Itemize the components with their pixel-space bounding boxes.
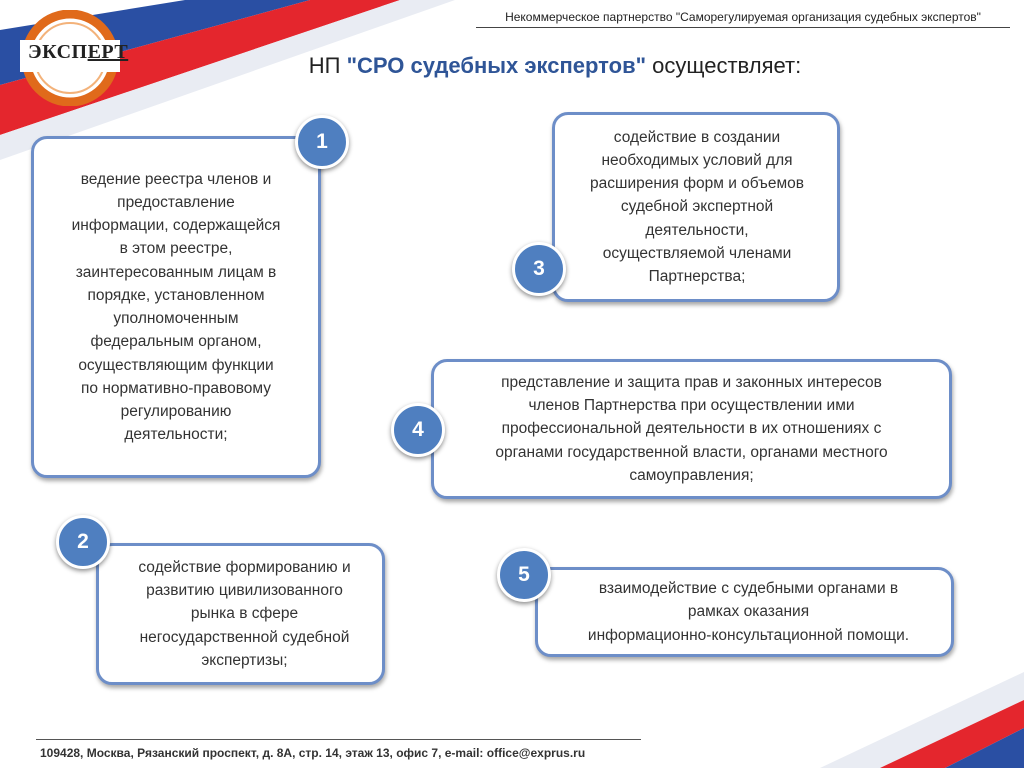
item-card-5-text: взаимодействие с судебными органами в рамках оказания информационно-консультационной помощи. xyxy=(587,580,910,644)
item-card-2-text: содействие формированию и развитию цивилизованного рынка в сфере негосударственной судебной экспертизы; xyxy=(138,558,351,669)
item-card-1 xyxy=(31,136,321,478)
item-card-3 xyxy=(552,112,840,302)
page-title: НП "СРО судебных экспертов" осуществляет: xyxy=(308,53,802,78)
footer-address: 109428, Москва, Рязанский проспект, д. 8А, стр. 14, этаж 13, офис 7, e-mail: office@exprus.ru xyxy=(40,746,586,760)
item-number-badge-5: 5 xyxy=(497,548,551,602)
item-card-3-text: содействие в создании необходимых условий для расширения форм и объемов судебной экспертной деятельности, осуществляемой членами Партнерства; xyxy=(590,128,804,286)
item-number-badge-2: 2 xyxy=(56,515,110,569)
item-number-badge-3: 3 xyxy=(512,242,566,296)
item-card-5 xyxy=(535,567,954,657)
item-number-badge-4: 4 xyxy=(391,403,445,457)
footer-divider xyxy=(36,739,641,740)
header-org-name: Некоммерческое партнерство "Саморегулируемая организация судебных экспертов" xyxy=(476,10,1010,28)
item-card-2 xyxy=(96,543,385,685)
item-card-1-text: ведение реестра членов и предоставление информации, содержащейся в этом реестре, заинтересованным лицам в порядке, установленном уполномоченным федеральным органом, осуществляющим функции по нормативно-правовому регулированию деятельности; xyxy=(71,170,281,444)
item-card-4-text: представление и защита прав и законных интересов членов Партнерства при осуществлении ими профессиональной деятельности в их отношениях с органами государственной власти, органами местного самоуправления; xyxy=(495,373,888,484)
logo-text: ЭКСПЕРТ xyxy=(28,41,129,63)
item-card-4 xyxy=(431,359,952,499)
item-number-badge-1: 1 xyxy=(295,115,349,169)
